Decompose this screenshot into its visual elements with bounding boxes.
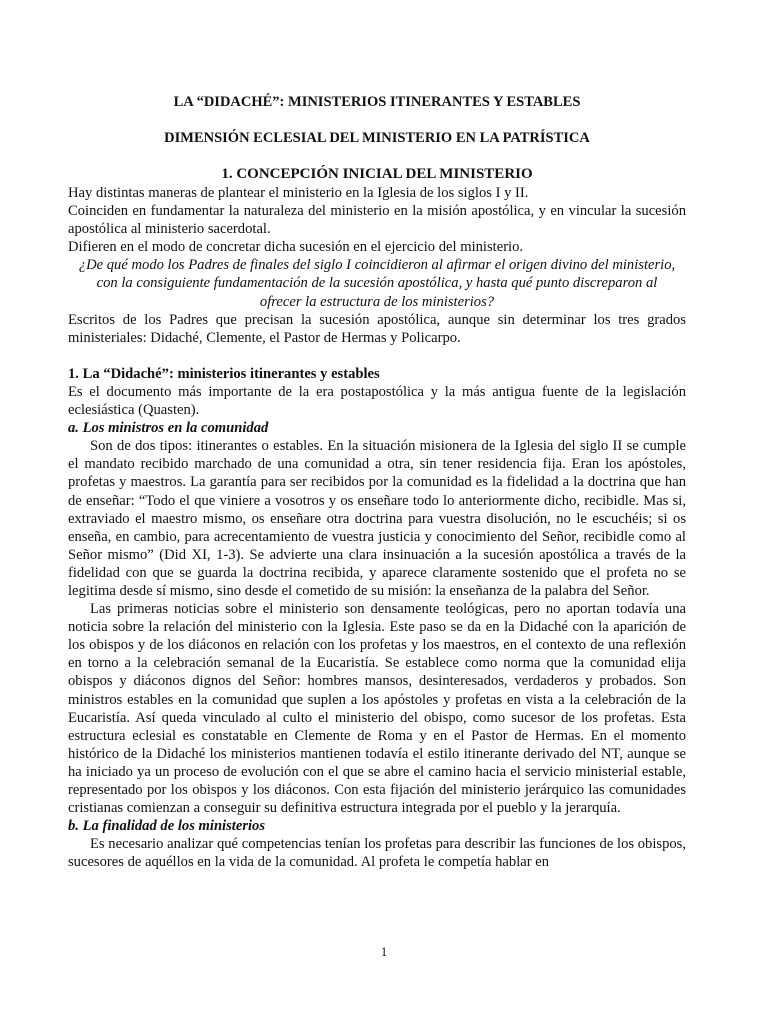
section-heading: 1. CONCEPCIÓN INICIAL DEL MINISTERIO bbox=[221, 166, 533, 182]
paragraph-a2: Las primeras noticias sobre el ministerio son densamente teológicas, pero no aportan todavía una noticia sobre la relación del ministerio con la Iglesia. Este paso se da en la Didaché con la aparición de los obispos y de los diáconos en relación con los profetas y los maestros, en el contexto de una reflexión en torno a la celebración semanal de la Eucaristía. Se establece como norma que la comunidad elija obispos y diáconos dignos del Señor: hombres mansos, desinteresados, verdaderos y probados. Son ministros estables en la comunidad que suplen a los apóstoles y profetas en vista a la celebración de la Eucaristía. Así queda vinculado al culto el ministerio del obispo, como sucesor de los profetas. Esta estructura eclesial es constatable en Clemente de Roma y en el Pastor de Hermas. En el momento histórico de la Didaché los ministerios mantienen todavía el estilo itinerante derivado del NT, aunque se ha iniciado ya un proceso de evolución con el que se abre el camino hacia el servicio ministerial estable, representado por los obispos y los diáconos. Con esta fijación del ministerio jerárquico las comunidades cristianas comienzan a conseguir su definitiva estructura integrada por el pueblo y la jerarquía. bbox=[68, 601, 686, 817]
document-body bbox=[68, 184, 686, 871]
subsection-heading: 1. La “Didaché”: ministerios itinerantes y estables bbox=[68, 365, 380, 382]
page-number: 1 bbox=[380, 944, 388, 959]
document-title: LA “DIDACHÉ”: MINISTERIOS ITINERANTES Y ESTABLES bbox=[173, 94, 581, 110]
question-paragraph: ¿De qué modo los Padres de finales del siglo I coincidieron al afirmar el origen divino del ministerio, con la consiguiente fundamentación de la sucesión apostólica, y hasta qué punto discreparon al ofrecer la estructura de los ministerios? bbox=[78, 257, 676, 310]
intro-line-3: Difieren en el modo de concretar dicha sucesión en el ejercicio del ministerio. bbox=[68, 239, 524, 256]
writings-paragraph: Escritos de los Padres que precisan la sucesión apostólica, aunque sin determinar los tres grados ministeriales: Didaché, Clemente, el Pastor de Hermas y Policarpo. bbox=[68, 311, 686, 346]
intro-line-1: Hay distintas maneras de plantear el ministerio en la Iglesia de los siglos I y II. bbox=[68, 185, 529, 201]
paragraph-a1: Son de dos tipos: itinerantes o estables. En la situación misionera de la Iglesia del siglo II se cumple el mandato recibido marchado de una comunidad a otra, sin tener residencia fija. Eran los apóstoles, profetas y maestros. La garantía para ser recibidos por la comunidad es la fidelidad a la doctrina que han de enseñar: “Todo el que viniere a vosotros y os enseñare todo lo anteriormente dicho, recibidle. Mas si, extraviado el maestro mismo, os enseñare otra doctrina para vuestra disolución, no le escuchéis; si os enseña, en cambio, para acrecentamiento de vuestra justicia y conocimiento del Señor, recibidle como al Señor mismo” (Did XI, 1-3). Se advierte una clara insinuación a la sucesión apostólica a través de la fidelidad con que se guarda la doctrina recibida, y aparece claramente sostenido que el profeta no se legitima desde sí mismo, sino desde el cometido de su misión: la enseñanza de la palabra del Señor. bbox=[68, 438, 686, 599]
spacer bbox=[68, 347, 686, 365]
point-b-heading: b. La finalidad de los ministerios bbox=[68, 818, 266, 835]
intro-line-2: Coinciden en fundamentar la naturaleza del ministerio en la misión apostólica, y en vincular la sucesión apostólica al ministerio sacerdotal. bbox=[68, 203, 686, 238]
document-subtitle: DIMENSIÓN ECLESIAL DEL MINISTERIO EN LA PATRÍSTICA bbox=[164, 130, 590, 146]
paragraph-b1: Es necesario analizar qué competencias tenían los profetas para describir las funciones de los obispos, sucesores de aquéllos en la vida de la comunidad. Al profeta le competía hablar en bbox=[68, 836, 686, 871]
subsection-intro: Es el documento más importante de la era postapostólica y la más antigua fuente de la legislación eclesiástica (Quasten). bbox=[68, 383, 686, 419]
point-a-heading: a. Los ministros en la comunidad bbox=[68, 420, 269, 437]
